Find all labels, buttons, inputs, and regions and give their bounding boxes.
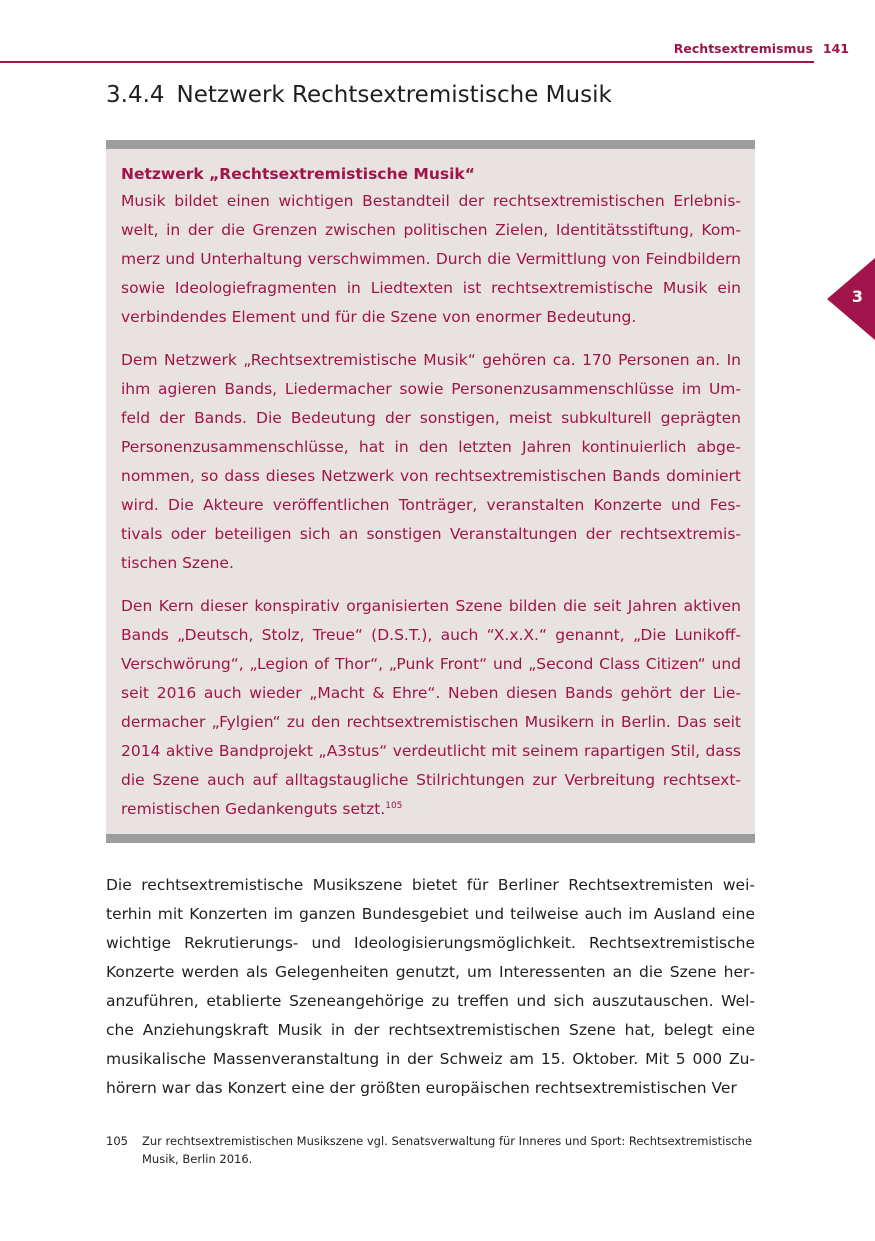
running-header-section-title: Rechtsextremismus xyxy=(673,41,813,56)
page-number: 141 xyxy=(822,41,849,56)
infobox-paragraph-3 xyxy=(121,592,741,824)
chapter-tab xyxy=(827,258,875,340)
infobox xyxy=(106,140,755,843)
infobox-paragraph-2: Dem Netzwerk „Rechtsextremistische Musik“ gehören ca. 170 Personen an. In ihm agieren Bands, Liedermacher sowie Personenzusammenschlüsse im Umfeld der Bands. Die Bedeutung der sonstigen, meist subkulturell geprägten Personenzusammenschlüsse, hat in den letzten Jahren kontinuierlich abgenommen, so dass dieses Netzwerk von rechtsextremistischen Bands dominiert wird. Die Akteure veröffentlichen Tonträger, veranstalten Konzerte und Festivals oder beteiligen sich an sonstigen Veranstaltungen der rechtsextremistischen Szene. xyxy=(121,351,741,572)
footnote-text: Zur rechtsextremistischen Musikszene vgl. Senatsverwaltung für Inneres und Sport: Rechtsextremistische Musik, Berlin 2016. xyxy=(142,1134,753,1166)
infobox-paragraph-1: Musik bildet einen wichtigen Bestandteil der rechtsextremistischen Erlebniswelt, in der die Grenzen zwischen politischen Zielen, Identitätsstiftung, Kommerz und Unterhaltung verschwimmen. Durch die Vermittlung von Feindbildern sowie Ideologiefragmenten in Liedtexten ist rechtsextremistische Musik ein verbindendes Element und für die Szene von enormer Bedeutung. xyxy=(121,192,741,326)
section-heading-title: Netzwerk Rechtsextremistische Musik xyxy=(176,82,612,108)
footnote-number: 105 xyxy=(106,1134,128,1148)
section-heading xyxy=(106,82,612,108)
footnote-reference[interactable]: 105 xyxy=(385,800,403,811)
footnote xyxy=(106,1132,755,1168)
header-rule xyxy=(0,61,814,63)
running-header xyxy=(0,38,849,60)
infobox-paragraph-3-text: Den Kern dieser konspirativ organisierten Szene bilden die seit Jahren aktiven Bands „Deutsch, Stolz, Treue“ (D.S.T.), auch “X.x.X.“ genannt, „Die Lunikoff-Verschwörung“, „Legion of Thor“, „Punk Front“ und „Second Class Citizen“ und seit 2016 auch wieder „Macht & Ehre“. Neben diesen Bands gehört der Liedermacher „Fylgien“ zu den rechtsextremistischen Musikern in Berlin. Das seit 2014 aktive Bandprojekt „A3stus“ verdeutlicht mit seinem rapartigen Stil, dass die Szene auch auf alltagstaugliche Stilrichtungen zur Verbreitung rechtsextremistischen Gedankenguts setzt. xyxy=(121,597,741,818)
chapter-tab-number: 3 xyxy=(851,287,863,306)
body-paragraph: Die rechtsextremistische Musikszene bietet für Berliner Rechtsextremisten weiterhin mit Konzerten im ganzen Bundesgebiet und teilweise auch im Ausland eine wichtige Rekrutierungs- und Ideologisierungsmöglichkeit. Rechtsextremistische Konzerte werden als Gelegenheiten genutzt, um Interessenten an die Szene heranzuführen, etablierte Szeneangehörige zu treffen und sich auszutauschen. Welche Anziehungskraft Musik in der rechtsextremistischen Szene hat, belegt eine musikalische Massenveranstaltung in der Schweiz am 15. Oktober. Mit 5 000 Zuhörern war das Konzert eine der größten europäischen rechtsextremistischen Ver xyxy=(106,876,755,1097)
infobox-title: Netzwerk „Rechtsextremistische Musik“ xyxy=(121,165,475,183)
section-heading-number: 3.4.4 xyxy=(106,82,165,108)
